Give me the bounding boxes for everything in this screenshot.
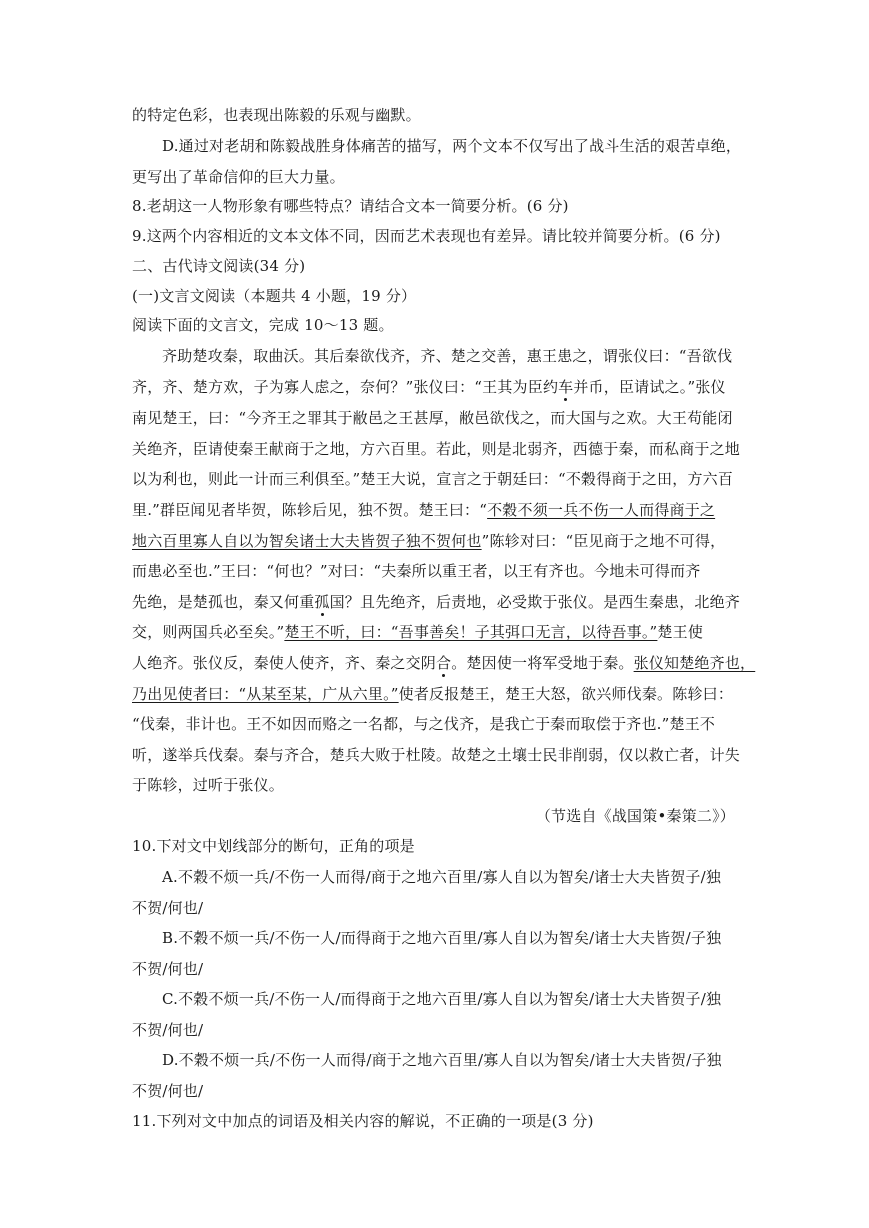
passage-line: 于陈轸，过听于张仪。 xyxy=(132,776,285,794)
passage-text: 使者反报楚王，楚王大怒，欲兴师伐秦。陈轸曰： xyxy=(398,685,734,703)
passage-line: “伐秦，非计也。王不如因而赂之一名都，与之伐齐，是我亡于秦而取偿于齐也.”楚王不 xyxy=(132,715,716,733)
question-8: 8.老胡这一人物形象有哪些特点？请结合文本一简要分析。(6 分) xyxy=(132,197,569,215)
option-a: A.不穀不烦一兵/不伤一人而得/商于之地六百里/寡人自以为智矣/诸士大夫皆贺子/独 xyxy=(162,868,722,886)
passage-text: 。楚因使一将军受地于秦。 xyxy=(451,654,634,672)
passage-line xyxy=(132,377,726,397)
option-d: D.不穀不烦一兵/不伤一人而得/商于之地六百里/寡人自以为智矣/诸士大夫皆贺/子独 xyxy=(162,1051,722,1069)
passage-line: 而患必至也.”王曰：“何也？”对曰：“夫秦所以重王者，以王有齐也。今地未可得而齐 xyxy=(132,562,701,580)
text-line: 更写出了革命信仰的巨大力量。 xyxy=(132,168,345,186)
passage-text: 楚王使 xyxy=(657,623,704,641)
dotted-word: 合 xyxy=(436,654,452,672)
option-d-cont: 不贺/何也/ xyxy=(132,1082,204,1100)
passage-text: 人绝齐。张仪反，秦使人使齐，齐、秦之交阴 xyxy=(132,654,437,672)
underlined-sentence: 张仪知楚绝齐也， xyxy=(633,654,756,672)
passage-line xyxy=(132,684,733,704)
passage-line xyxy=(132,592,740,612)
passage-line: 关绝齐，臣请使秦王献商于之地，方六百里。若此，则是北弱齐，西德于秦，而私商于之地 xyxy=(132,440,741,458)
passage-line xyxy=(132,622,703,642)
option-b: B.不穀不烦一兵/不伤一人/而得商于之地六百里/寡人自以为智矣/诸士大夫皆贺/子独 xyxy=(162,929,722,947)
passage-text: 先绝，是楚孤也，秦又何重 xyxy=(132,593,315,611)
option-d-line: D.通过对老胡和陈毅战胜身体痛苦的描写，两个文本不仅写出了战斗生活的艰苦卓绝， xyxy=(162,137,742,155)
option-c: C.不穀不烦一兵/不伤一人/而得商于之地六百里/寡人自以为智矣/诸士大夫皆贺子/独 xyxy=(162,990,722,1008)
passage-text: 国？且先绝齐，后责地，必受欺于张仪。是西生秦患，北绝齐 xyxy=(329,593,741,611)
passage-text: 里.”群臣闻见者毕贺，陈轸后见，独不贺。楚王曰：“ xyxy=(132,501,488,519)
passage-text: 交，则两国兵必至矣。” xyxy=(132,623,285,641)
passage-line: 南见楚王，曰：“今齐王之罪其于敝邑之王甚厚，敝邑欲伐之，而大国与之欢。大王苟能闭 xyxy=(132,409,733,427)
underlined-sentence: 地六百里寡人自以为智矣诸士大夫皆贺子独不贺何也 xyxy=(132,532,482,550)
passage-line xyxy=(132,531,725,551)
passage-line xyxy=(132,500,715,520)
question-11: 11.下列对文中加点的词语及相关内容的解说，不正确的一项是(3 分) xyxy=(132,1112,594,1130)
question-9: 9.这两个内容相近的文本文体不同，因而艺术表现也有差异。请比较并简要分析。(6 分) xyxy=(132,227,721,245)
subsection-heading: (一)文言文阅读（本题共 4 小题，19 分） xyxy=(132,287,417,305)
text-line: 的特定色彩，也表现出陈毅的乐观与幽默。 xyxy=(132,106,421,124)
passage-line: 听，遂举兵伐秦。秦与齐合，楚兵大败于杜陵。故楚之土壤士民非削弱，仅以救亡者，计失 xyxy=(132,746,741,764)
passage-line: 以为利也，则此一计而三利俱至。”楚王大说，宣言之于朝廷曰：“不穀得商于之田，方六百 xyxy=(132,470,734,488)
passage-text: ”陈轸对曰：“臣见商于之地不可得， xyxy=(481,532,726,550)
underlined-sentence: 乃出见使者曰：“从某至某，广从六里。” xyxy=(132,685,399,703)
question-10: 10.下对文中划线部分的断句，正角的项是 xyxy=(132,837,415,855)
passage-text: 并币，臣请试之。”张仪 xyxy=(573,378,726,396)
underlined-sentence: 不穀不须一兵不伤一人而得商于之 xyxy=(487,501,716,519)
source-citation: （节选自《战国策•秦策二》） xyxy=(535,807,735,825)
instruction: 阅读下面的文言文，完成 10～13 题。 xyxy=(132,316,394,334)
option-a-cont: 不贺/何也/ xyxy=(132,899,204,917)
option-c-cont: 不贺/何也/ xyxy=(132,1021,204,1039)
passage-text: 齐，齐、楚方欢，子为寡人虑之，奈何？”张仪曰：“王其为臣约 xyxy=(132,378,559,396)
dotted-word: 车 xyxy=(558,378,574,396)
underlined-sentence: 楚王不听，曰：“吾事善矣！子其弭口无言，以待吾事。” xyxy=(284,623,658,641)
section-heading: 二、古代诗文阅读(34 分) xyxy=(132,257,306,275)
passage-line: 齐助楚攻秦，取曲沃。其后秦欲伐齐，齐、楚之交善，惠王患之，谓张仪曰：“吾欲伐 xyxy=(162,347,733,365)
option-b-cont: 不贺/何也/ xyxy=(132,960,204,978)
dotted-word: 孤 xyxy=(314,593,330,611)
passage-line xyxy=(132,653,755,673)
